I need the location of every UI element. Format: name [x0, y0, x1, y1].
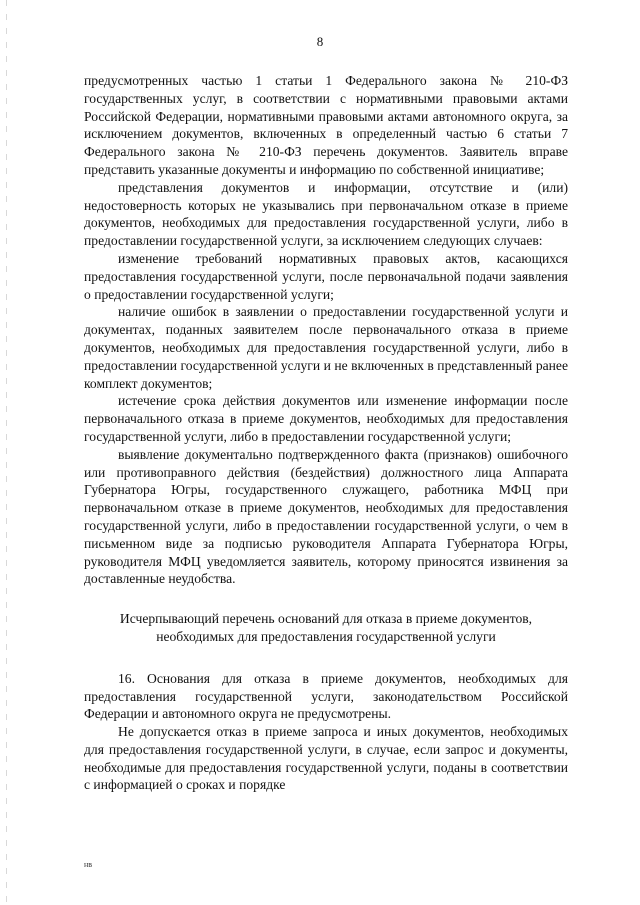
paragraph-top-4: истечение срока действия документов или изменение информации после первоначального отказа в приеме документов, необходимых для предоставления государственной услуги, либо в предоставлении государственной услуги;	[84, 393, 568, 444]
paragraph-bottom-1: Не допускается отказ в приеме запроса и иных документов, необходимых для предоставления государственной услуги, в случае, если запрос и документы, необходимые для предоставления государственной услуги, поданы в соответствии с информацией о сроках и порядке	[84, 724, 568, 793]
paragraph-top-3: наличие ошибок в заявлении о предоставлении государственной услуги и документах, поданных заявителем после первоначального отказа в приеме документов, необходимых для предоставления государственной услуги, либо в предоставлении государственной услуги и не включенных в представленный ранее комплект документов;	[84, 304, 568, 391]
page-number: 8	[316, 34, 324, 49]
document-body	[84, 72, 568, 794]
paragraph-bottom-0: 16. Основания для отказа в приеме документов, необходимых для предоставления государственной услуги, законодательством Российской Федерации и автономного округа не предусмотрены.	[84, 670, 568, 722]
scan-edge-line	[6, 0, 7, 905]
paragraph-top-2: изменение требований нормативных правовых актов, касающихся предоставления государственной услуги, после первоначальной подачи заявления о предоставлении государственной услуги;	[84, 250, 568, 302]
footer-mark: нв	[84, 860, 93, 869]
paragraph-top-0: предусмотренных частью 1 статьи 1 Федерального закона № 210-ФЗ государственных услуг, в соответствии с нормативными правовыми актами Российской Федерации, нормативными правовыми актами автономного округа, за исключением документов, включенных в определенный частью 6 статьи 7 Федерального закона № 210-ФЗ перечень документов. Заявитель вправе представить указанные документы и информацию по собственной инициативе;	[84, 73, 568, 177]
paragraph-top-5: выявление документально подтвержденного факта (признаков) ошибочного или противоправного действия (бездействия) должностного лица Аппарата Губернатора Югры, государственного служащего, работника МФЦ при первоначальном отказе в приеме документов, необходимых для предоставления государственной услуги, либо в предоставлении государственной услуги, о чем в письменном виде за подписью руководителя Аппарата Губернатора Югры, руководителя МФЦ уведомляется заявитель, которому приносятся извинения за доставленные неудобства.	[84, 446, 568, 587]
section-heading: Исчерпывающий перечень оснований для отказа в приеме документов, необходимых для предоставления государственной услуги	[119, 611, 533, 644]
paragraph-top-1: представления документов и информации, отсутствие и (или) недостоверность которых не указывались при первоначальном отказе в приеме документов, необходимых для предоставления государственной услуги, либо в предоставлении государственной услуги, за исключением следующих случаев:	[84, 179, 568, 249]
